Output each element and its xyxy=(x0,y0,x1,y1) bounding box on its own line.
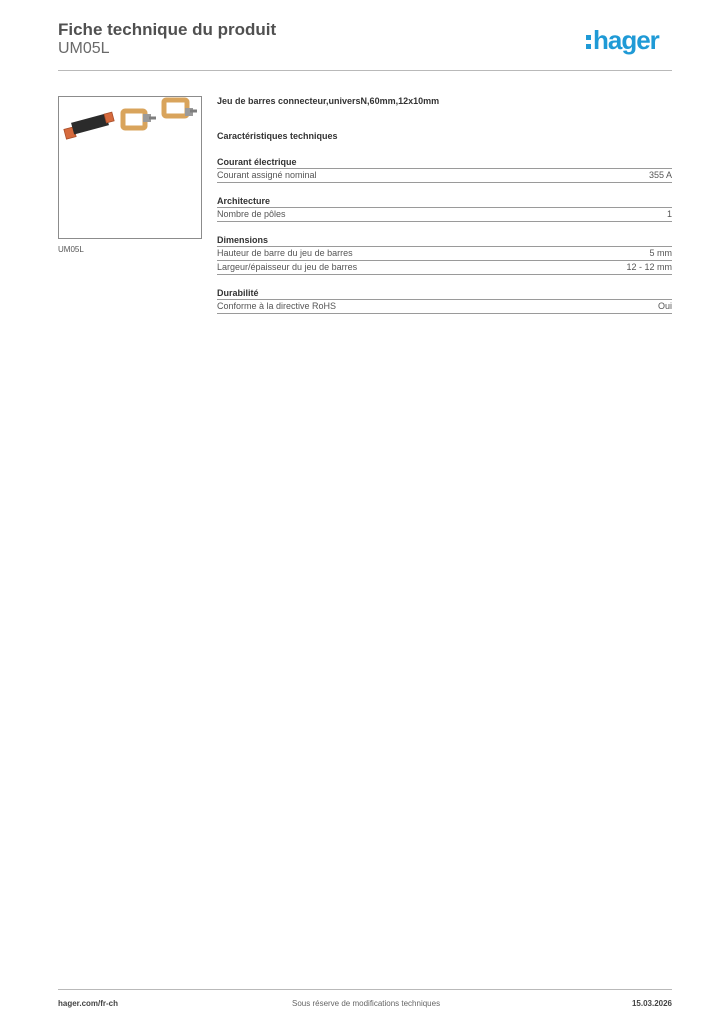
spec-value: 355 A xyxy=(648,170,672,180)
footer-disclaimer: Sous réserve de modifications techniques xyxy=(292,999,441,1008)
spec-row xyxy=(217,300,672,314)
spec-heading: Caractéristiques techniques xyxy=(217,131,338,141)
logo-text: hager xyxy=(593,25,659,55)
footer-date: 15.03.2026 xyxy=(631,999,672,1008)
product-code: UM05L xyxy=(58,40,110,57)
page-footer xyxy=(58,989,672,1010)
group-title: Architecture xyxy=(217,196,672,208)
spec-label: Hauteur de barre du jeu de barres xyxy=(217,248,353,258)
spec-row xyxy=(217,169,672,183)
product-image xyxy=(58,96,202,239)
page-title: Fiche technique du produit xyxy=(58,20,277,39)
group-title: Courant électrique xyxy=(217,157,672,169)
spec-label: Conforme à la directive RoHS xyxy=(217,301,337,311)
spec-label: Courant assigné nominal xyxy=(217,170,317,180)
spec-label: Largeur/épaisseur du jeu de barres xyxy=(217,262,358,272)
spec-value: 12 - 12 mm xyxy=(626,262,672,272)
busbar-connector-product-photo-icon xyxy=(59,97,201,238)
spec-group-dimensions xyxy=(217,235,672,275)
spec-label: Nombre de pôles xyxy=(217,209,286,219)
group-title: Dimensions xyxy=(217,235,672,247)
spec-row xyxy=(217,261,672,275)
hager-logo xyxy=(582,26,672,56)
product-name: Jeu de barres connecteur,universN,60mm,12x10mm xyxy=(217,96,440,106)
spec-value: Oui xyxy=(657,301,672,311)
spec-value: 5 mm xyxy=(649,248,672,258)
spec-section xyxy=(217,96,672,314)
spec-group-architecture xyxy=(217,196,672,222)
image-caption: UM05L xyxy=(58,245,84,254)
page-header xyxy=(58,20,672,71)
group-title: Durabilité xyxy=(217,288,672,300)
logo-dots-icon xyxy=(586,35,591,51)
spec-row xyxy=(217,247,672,261)
spec-group-durability xyxy=(217,288,672,314)
footer-website-link[interactable]: hager.com/fr-ch xyxy=(58,999,119,1008)
spec-row xyxy=(217,208,672,222)
spec-value: 1 xyxy=(666,209,672,219)
spec-group-electrical xyxy=(217,157,672,183)
